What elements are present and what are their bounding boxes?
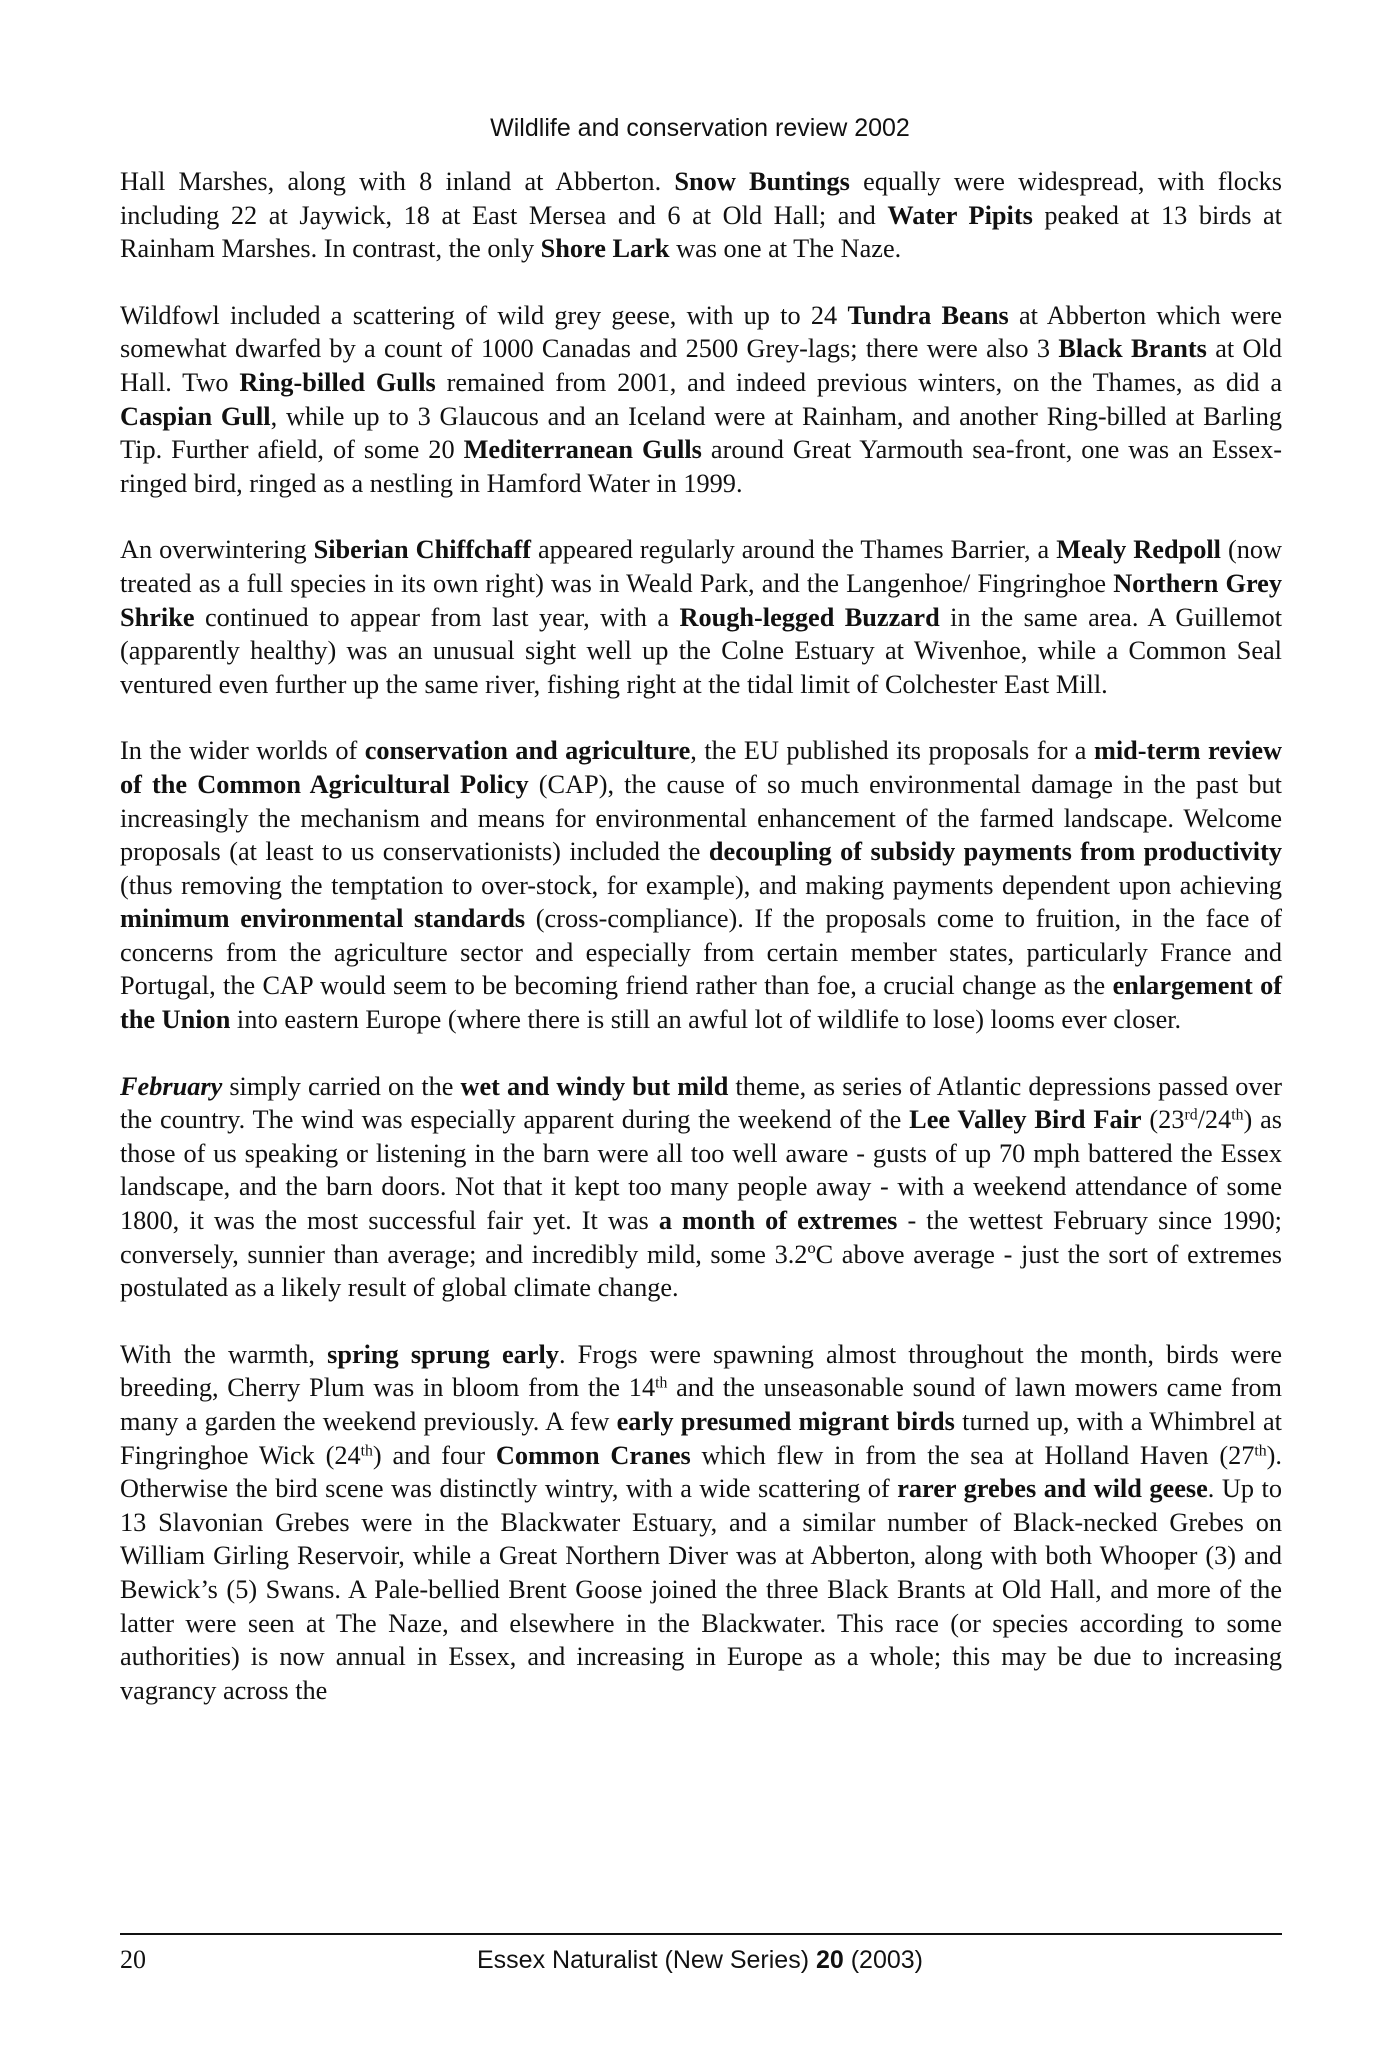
- emphasis-text: Black Brants: [1058, 334, 1207, 364]
- emphasis-text: conservation and agriculture: [364, 736, 691, 766]
- text-run: remained from 2001, and indeed previous winters, on the Thames, as did a: [435, 367, 1283, 397]
- emphasis-italic: February: [120, 1071, 223, 1101]
- text-run: ) as those of us speaking or listening in the barn were all too well aware - gusts of up 70 mph battered the Essex landscape, and the barn doors. Not that it kept too many people away - with a weekend attendance of some 1800, it was the most successful fair yet. It was: [120, 1105, 1282, 1236]
- journal-year: (2003): [843, 1946, 923, 1974]
- emphasis-text: decoupling of subsidy payments from productivity: [708, 837, 1282, 867]
- ordinal-suffix: th: [1254, 1441, 1267, 1459]
- emphasis-text: Tundra Beans: [847, 300, 1009, 330]
- ordinal-suffix: th: [655, 1374, 668, 1392]
- emphasis-text: [120, 1072, 222, 1101]
- text-run: Wildfowl included a scattering of wild grey geese, with up to 24: [120, 300, 848, 330]
- text-run: around Great Yarmouth sea-front, one was an Essex-ringed bird, ringed as a nestling in Hamford Water in 1999.: [120, 435, 1282, 498]
- emphasis-text: Siberian Chiffchaff: [313, 535, 531, 565]
- emphasis-text: early presumed migrant birds: [616, 1407, 955, 1436]
- text-run: . Frogs were spawning almost throughout the month, birds were breeding, Cherry Plum was in bloom from the 14: [120, 1339, 1283, 1403]
- emphasis-text: Rough-legged Buzzard: [679, 602, 940, 632]
- text-run: (CAP), the cause of so much environmental damage in the past but increasingly the mechanism and means for environmental enhancement of the farmed landscape. Welcome proposals (at least to us conservationists) included the: [120, 769, 1282, 867]
- emphasis-text: Ring-billed Gulls: [239, 367, 436, 397]
- emphasis-text: a month of extremes: [658, 1206, 898, 1236]
- text-run: With the warmth,: [120, 1339, 328, 1369]
- text-run: (cross-compliance). If the proposals come to fruition, in the face of concerns from the agriculture sector and especially from certain member states, particularly France and Portugal, the CAP would seem to be becoming friend rather than foe, a crucial change as the: [120, 904, 1282, 1001]
- footer-divider: [120, 1933, 1282, 1935]
- text-run: was one at The Naze.: [669, 234, 902, 264]
- text-run: An overwintering: [120, 535, 314, 565]
- emphasis-text: Caspian Gull: [120, 401, 271, 431]
- emphasis-text: enlargement of the Union: [120, 971, 1282, 1035]
- emphasis-text: Lee Valley Bird Fair: [909, 1105, 1142, 1135]
- article-body: [120, 165, 1282, 1707]
- emphasis-text: wet and windy but mild: [460, 1071, 729, 1101]
- text-run: simply carried on the: [222, 1071, 461, 1101]
- page-number: 20: [120, 1945, 146, 1974]
- text-run: at Old Hall. Two: [120, 334, 1282, 397]
- journal-footer: [0, 1944, 1400, 1976]
- running-header: Wildlife and conservation review 2002: [490, 114, 910, 142]
- text-run: /24: [1197, 1105, 1232, 1135]
- text-run: In the wider worlds of: [120, 736, 365, 766]
- text-run: (now treated as a full species in its own right) was in Weald Park, and the Langenhoe/ Fingringhoe: [120, 535, 1283, 598]
- emphasis-text: Water Pipits: [887, 200, 1033, 230]
- text-run: . Up to 13 Slavonian Grebes were in the Blackwater Estuary, and a similar number of Black-necked Grebes on William Girling Reservoir, while a Great Northern Diver was at Abberton, along with both Whooper (3) and Bewick’s (5) Swans. A Pale-bellied Brent Goose joined the three Black Brants at Old Hall, and more of the latter were seen at The Naze, and elsewhere in the Blackwater. This race (or species according to some authorities) is now annual in Essex, and increasing in Europe as a whole; this may be due to increasing vagrancy across the: [120, 1474, 1282, 1705]
- text-run: appeared regularly around the Thames Barrier, a: [530, 535, 1057, 565]
- ordinal-suffix: th: [360, 1441, 373, 1459]
- text-run: , the EU published its proposals for a: [690, 736, 1094, 766]
- text-run: which flew in from the sea at Holland Haven (27: [690, 1440, 1255, 1470]
- text-run: (23: [1141, 1105, 1185, 1135]
- emphasis-text: minimum environmental standards: [120, 904, 526, 934]
- paragraph: [120, 165, 1282, 266]
- emphasis-text: rarer grebes and wild geese: [897, 1474, 1208, 1504]
- ordinal-suffix: th: [1231, 1106, 1244, 1124]
- emphasis-text: Snow Buntings: [674, 167, 850, 196]
- journal-volume: 20: [815, 1946, 844, 1974]
- paragraph: [120, 1338, 1282, 1708]
- text-run: - the wettest February since 1990; conversely, sunnier than average; and incredibly mild, some 3.2ºC above average - just the sort of extremes postulated as a likely result of global climate change.: [120, 1206, 1282, 1303]
- text-run: ) and four: [372, 1440, 496, 1470]
- text-run: equally were widespread, with flocks including 22 at Jaywick, 18 at East Mersea and 6 at Old Hall; and: [120, 167, 1282, 230]
- text-run: ). Otherwise the bird scene was distinctly wintry, with a wide scattering of: [120, 1440, 1283, 1504]
- emphasis-text: mid-term review of the Common Agricultural Policy: [120, 736, 1282, 799]
- emphasis-text: Mediterranean Gulls: [463, 435, 702, 465]
- text-run: (thus removing the temptation to over-stock, for example), and making payments dependent upon achieving: [120, 870, 1282, 900]
- journal-title: Essex Naturalist (New Series): [476, 1946, 816, 1974]
- text-run: Hall Marshes, along with 8 inland at Abberton.: [120, 167, 675, 196]
- emphasis-text: spring sprung early: [327, 1339, 559, 1369]
- ordinal-suffix: rd: [1184, 1106, 1198, 1124]
- text-run: turned up, with a Whimbrel at Fingringhoe Wick (24: [120, 1407, 1282, 1470]
- text-run: into eastern Europe (where there is still an awful lot of wildlife to lose) looms ever closer.: [230, 1005, 1182, 1035]
- paragraph: [120, 1070, 1282, 1305]
- emphasis-text: Northern Grey Shrike: [120, 568, 1282, 632]
- paragraph: [120, 734, 1282, 1036]
- text-run: peaked at 13 birds at Rainham Marshes. In contrast, the only: [120, 200, 1282, 264]
- text-run: and the unseasonable sound of lawn mowers came from many a garden the weekend previously. A few: [120, 1373, 1282, 1436]
- text-run: in the same area. A Guillemot (apparently healthy) was an unusual sight well up the Colne Estuary at Wivenhoe, while a Common Seal ventured even further up the same river, fishing right at the tidal limit of Colchester East Mill.: [120, 602, 1283, 699]
- text-run: at Abberton which were somewhat dwarfed by a count of 1000 Canadas and 2500 Grey-lags; there were also 3: [120, 300, 1282, 364]
- text-run: continued to appear from last year, with a: [194, 602, 680, 632]
- paragraph: [120, 299, 1282, 501]
- text-run: theme, as series of Atlantic depressions passed over the country. The wind was especially apparent during the weekend of the: [120, 1071, 1282, 1135]
- emphasis-text: Mealy Redpoll: [1056, 535, 1221, 565]
- paragraph: [120, 533, 1282, 701]
- emphasis-text: Common Cranes: [495, 1440, 691, 1470]
- emphasis-text: Shore Lark: [540, 234, 670, 264]
- text-run: , while up to 3 Glaucous and an Iceland were at Rainham, and another Ring-billed at Barling Tip. Further afield, of some 20: [120, 401, 1283, 465]
